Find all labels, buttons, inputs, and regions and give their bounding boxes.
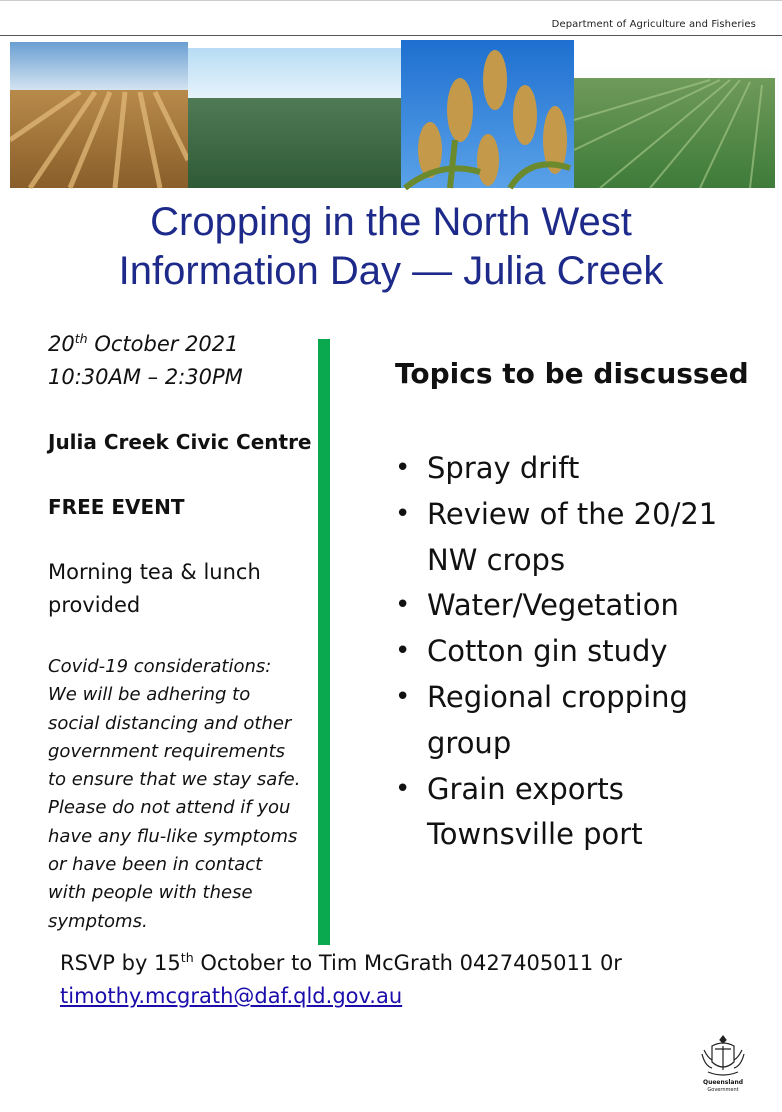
covid-line: government requirements [48, 740, 286, 762]
bullet-icon: • [395, 590, 411, 621]
covid-line: with people with these [48, 882, 253, 904]
topic-item: • Spray drift [395, 446, 775, 492]
topic-item: • Regional cropping group [395, 675, 775, 767]
bullet-icon: • [395, 681, 411, 712]
topic-item: • Grain exports Townsville port [395, 767, 775, 859]
sorghum-heads-photo [401, 40, 574, 188]
topic-item: • Cotton gin study [395, 629, 775, 675]
covid-line: to ensure that we stay safe. [48, 769, 301, 791]
covid-line: Please do not attend if you [48, 797, 291, 819]
logo-line-1: Queensland [702, 1079, 744, 1086]
topic-item: • Review of the 20/21 NW crops [395, 492, 775, 584]
department-name: Department of Agriculture and Fisheries [551, 19, 756, 30]
title-line-1: Cropping in the North West [150, 200, 632, 244]
event-time: 10:30AM – 2:30PM [48, 365, 243, 389]
covid-line: Covid-19 considerations: [48, 656, 272, 677]
green-divider [318, 339, 330, 945]
event-venue: Julia Creek Civic Centre [48, 430, 312, 454]
free-event-label: FREE EVENT [48, 495, 185, 519]
covid-line: We will be adhering to [48, 684, 251, 706]
crop-rows-field-photo [574, 66, 775, 188]
catering-line-2: provided [48, 593, 141, 617]
rsvp-email-link[interactable]: timothy.mcgrath@daf.qld.gov.au [60, 984, 403, 1008]
bullet-icon: • [395, 498, 411, 529]
dry-crop-rows-photo [10, 42, 188, 188]
covid-line: or have been in contact [48, 854, 263, 876]
bullet-icon: • [395, 636, 411, 667]
event-date: 20th October 2021 [48, 331, 239, 356]
covid-notice [48, 653, 323, 936]
top-border [0, 0, 782, 1]
header-rule [0, 35, 782, 36]
logo-line-2: Government [707, 1087, 739, 1093]
crop-photo-banner [10, 40, 775, 190]
covid-line: symptoms. [48, 910, 148, 932]
title-line-2: Information Day — Julia Creek [118, 249, 664, 293]
covid-line: social distancing and other [48, 712, 292, 734]
bullet-icon: • [395, 453, 411, 483]
topics-heading: Topics to be discussed [395, 357, 749, 390]
bullet-icon: • [395, 773, 411, 804]
rsvp-text: RSVP by 15th October to Tim McGrath 0427405011 0r [60, 950, 622, 975]
topics-list [395, 446, 775, 858]
catering-line-1: Morning tea & lunch [48, 560, 261, 584]
queensland-government-crest-icon [698, 1032, 748, 1094]
topic-item: • Water/Vegetation [395, 583, 775, 629]
green-field-photo [188, 48, 401, 188]
covid-line: have any flu-like symptoms [48, 825, 298, 847]
